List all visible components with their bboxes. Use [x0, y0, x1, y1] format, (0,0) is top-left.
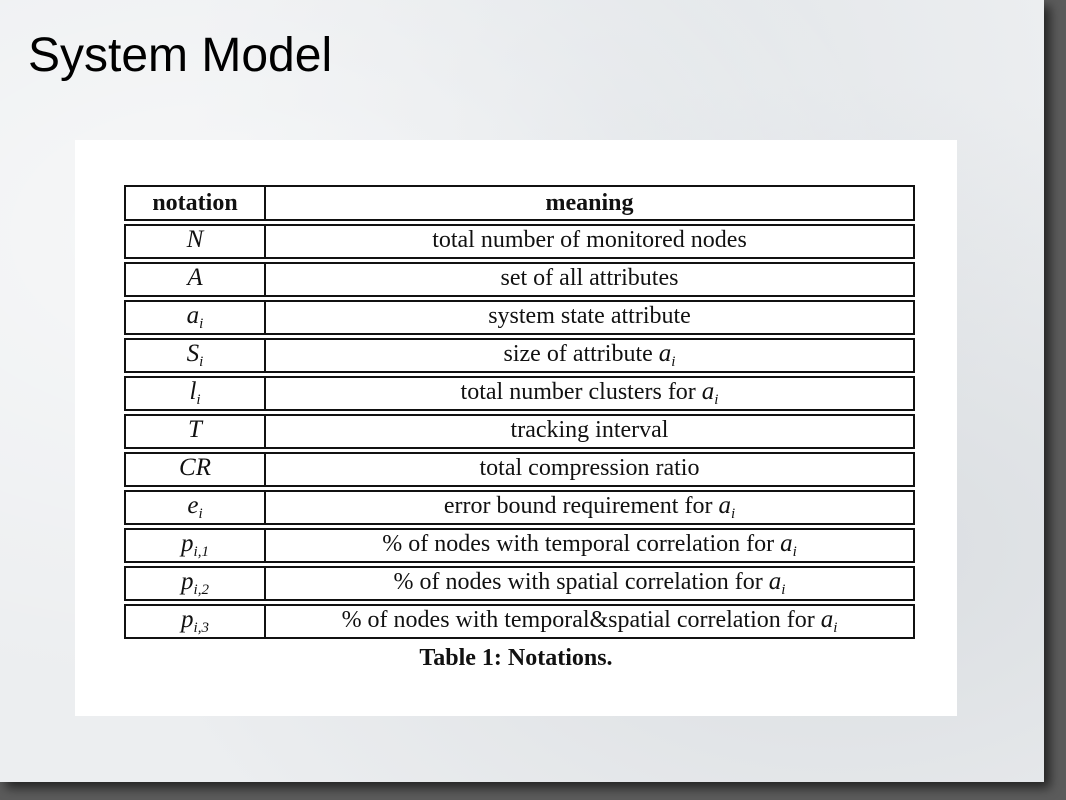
meaning-variable-subscript: i	[714, 392, 719, 408]
notation-cell	[124, 528, 265, 563]
meaning-variable: a	[658, 340, 672, 367]
meaning-cell	[265, 604, 915, 639]
meaning-cell	[265, 224, 915, 259]
meaning-cell	[265, 414, 915, 449]
notation-cell	[124, 452, 265, 487]
notation-table-figure	[75, 140, 957, 716]
notation-cell	[124, 300, 265, 335]
meaning-variable-subscript: i	[792, 544, 797, 560]
notation-subscript: i,1	[193, 544, 209, 560]
table-body	[124, 224, 915, 639]
meaning-variable-subscript: i	[781, 582, 786, 598]
table-row	[124, 300, 915, 335]
meaning-variable: a	[701, 378, 715, 405]
meaning-text: total number of monitored nodes	[432, 227, 747, 253]
table-row	[124, 566, 915, 601]
meaning-text: set of all attributes	[500, 265, 679, 291]
meaning-cell	[265, 376, 915, 411]
meaning-variable-subscript: i	[833, 620, 838, 636]
slide-title: System Model	[28, 29, 333, 82]
meaning-text: system state attribute	[488, 303, 691, 329]
meaning-variable: a	[820, 606, 834, 633]
notation-symbol: A	[187, 264, 203, 291]
table-caption: Table 1: Notations.	[419, 645, 613, 671]
meaning-cell	[265, 566, 915, 601]
notation-subscript: i	[196, 392, 201, 408]
notation-symbol: l	[189, 378, 197, 405]
table-row	[124, 604, 915, 639]
notation-cell	[124, 262, 265, 297]
notation-cell	[124, 604, 265, 639]
notation-subscript: i	[199, 354, 204, 370]
header-notation: notation	[124, 185, 265, 221]
notation-subscript: i	[198, 506, 203, 522]
table-header-row	[124, 185, 915, 221]
table-row	[124, 490, 915, 525]
table-row	[124, 262, 915, 297]
notation-symbol: T	[188, 416, 202, 443]
table-row	[124, 376, 915, 411]
table-row	[124, 414, 915, 449]
notation-cell	[124, 224, 265, 259]
notation-table	[124, 182, 915, 642]
notation-cell	[124, 414, 265, 449]
notation-symbol: e	[187, 492, 199, 519]
table-row	[124, 452, 915, 487]
meaning-cell	[265, 300, 915, 335]
meaning-cell	[265, 338, 915, 373]
meaning-variable-subscript: i	[730, 506, 736, 522]
notation-symbol: CR	[179, 454, 211, 481]
meaning-text: total compression ratio	[479, 455, 700, 481]
notation-symbol: N	[186, 226, 204, 253]
meaning-text: % of nodes with temporal correlation for	[382, 531, 781, 557]
notation-symbol: p	[181, 530, 194, 557]
notation-symbol: p	[181, 568, 194, 595]
meaning-text: % of nodes with temporal&spatial correlation for	[341, 607, 821, 633]
meaning-text: tracking interval	[510, 417, 669, 443]
notation-symbol: p	[181, 606, 194, 633]
meaning-cell	[265, 262, 915, 297]
notation-cell	[124, 338, 265, 373]
table-row	[124, 528, 915, 563]
notation-subscript: i,3	[193, 620, 209, 636]
meaning-cell	[265, 452, 915, 487]
meaning-variable-subscript: i	[671, 354, 676, 370]
meaning-text: % of nodes with spatial correlation for	[393, 569, 769, 595]
notation-subscript: i,2	[193, 582, 209, 598]
notation-subscript: i	[199, 316, 204, 332]
meaning-text: size of attribute	[503, 341, 659, 367]
meaning-cell	[265, 528, 915, 563]
meaning-cell	[265, 490, 915, 525]
meaning-variable: a	[718, 492, 731, 519]
table-row	[124, 224, 915, 259]
meaning-text: error bound requirement for	[443, 493, 719, 519]
notation-cell	[124, 566, 265, 601]
table-row	[124, 338, 915, 373]
notation-cell	[124, 376, 265, 411]
meaning-variable: a	[780, 530, 793, 557]
meaning-variable: a	[768, 568, 782, 595]
notation-symbol: S	[186, 340, 200, 367]
notation-cell	[124, 490, 265, 525]
header-meaning: meaning	[265, 185, 915, 221]
meaning-text: total number clusters for	[460, 379, 702, 405]
notation-symbol: a	[186, 302, 200, 329]
